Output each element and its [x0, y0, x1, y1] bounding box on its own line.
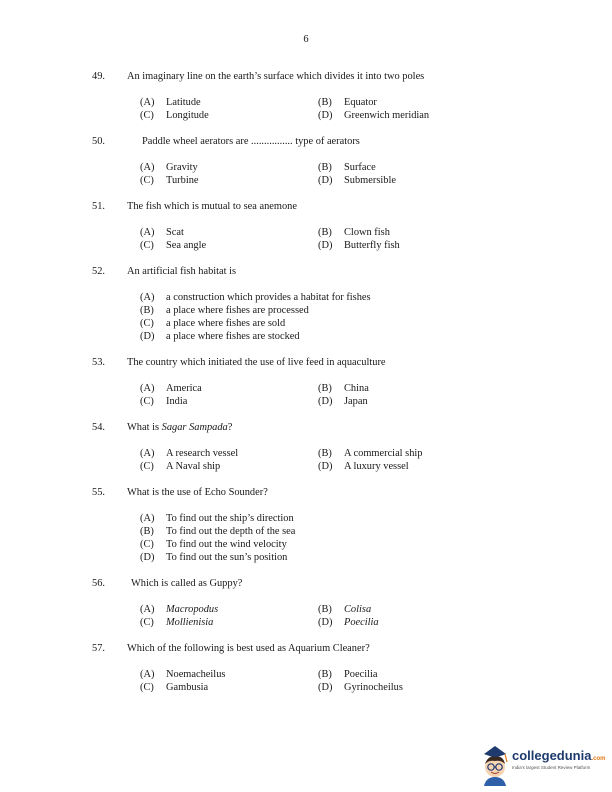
option-b: (B) Clown fish — [318, 227, 390, 238]
question-text: Which is called as Guppy? — [131, 578, 243, 589]
collegedunia-logo[interactable] — [478, 740, 610, 786]
question-number: 51. — [92, 201, 105, 212]
question-text: Which of the following is best used as Aquarium Cleaner? — [127, 643, 370, 654]
question-text: Paddle wheel aerators are ................ type of aerators — [142, 136, 360, 147]
question-text: The country which initiated the use of live feed in aquaculture — [127, 357, 386, 368]
option-a: (A) Latitude — [140, 97, 201, 108]
option-a: (A) To find out the ship’s direction — [140, 513, 294, 524]
option-c: (C) A Naval ship — [140, 461, 221, 472]
option-d: (D) Poecilia — [318, 617, 379, 628]
logo-tagline: India's largest Student Review Platform — [512, 765, 591, 770]
option-a: (A) Noemacheilus — [140, 669, 226, 680]
option-c: (C) Longitude — [140, 110, 209, 121]
option-d: (D) Butterfly fish — [318, 240, 400, 251]
question-text: What is Sagar Sampada? — [127, 422, 233, 433]
option-d: (D) To find out the sun’s position — [140, 552, 288, 563]
option-c: (C) Turbine — [140, 175, 199, 186]
option-c: (C) Mollienisia — [140, 617, 214, 628]
option-d: (D) Gyrinocheilus — [318, 682, 403, 693]
question-number: 52. — [92, 266, 105, 277]
option-a: (A) Gravity — [140, 162, 198, 173]
option-d: (D) Greenwich meridian — [318, 110, 430, 121]
question-number: 49. — [92, 71, 105, 82]
question-text: An artificial fish habitat is — [127, 266, 237, 277]
option-c: (C) To find out the wind velocity — [140, 539, 287, 550]
mascot-icon — [478, 740, 512, 786]
option-a: (A) America — [140, 383, 202, 394]
question-text: What is the use of Echo Sounder? — [127, 487, 268, 498]
option-b: (B) China — [318, 383, 369, 394]
option-d: (D) A luxury vessel — [318, 461, 409, 472]
question-number: 56. — [92, 578, 105, 589]
option-b: (B) Surface — [318, 162, 376, 173]
option-b: (B) a place where fishes are processed — [140, 305, 309, 316]
option-c: (C) Gambusia — [140, 682, 209, 693]
question-number: 53. — [92, 357, 105, 368]
question-number: 57. — [92, 643, 105, 654]
option-b: (B) A commercial ship — [318, 448, 423, 459]
option-b: (B) Poecilia — [318, 669, 378, 680]
option-d: (D) a place where fishes are stocked — [140, 331, 300, 342]
option-a: (A) A research vessel — [140, 448, 239, 459]
question-text: An imaginary line on the earth’s surface which divides it into two poles — [127, 71, 425, 82]
option-a: (A) a construction which provides a habitat for fishes — [140, 292, 371, 303]
option-d: (D) Japan — [318, 396, 368, 407]
question-number: 55. — [92, 487, 105, 498]
option-c: (C) Sea angle — [140, 240, 207, 251]
option-b: (B) Colisa — [318, 604, 372, 615]
logo-brand: collegedunia.com — [512, 748, 606, 763]
option-b: (B) Equator — [318, 97, 377, 108]
option-d: (D) Submersible — [318, 175, 396, 186]
option-c: (C) India — [140, 396, 188, 407]
question-number: 50. — [92, 136, 105, 147]
page-number: 6 — [303, 34, 309, 45]
question-text: The fish which is mutual to sea anemone — [127, 201, 297, 212]
question-number: 54. — [92, 422, 105, 433]
option-c: (C) a place where fishes are sold — [140, 318, 286, 329]
option-b: (B) To find out the depth of the sea — [140, 526, 296, 537]
option-a: (A) Scat — [140, 227, 184, 238]
option-a: (A) Macropodus — [140, 604, 219, 615]
